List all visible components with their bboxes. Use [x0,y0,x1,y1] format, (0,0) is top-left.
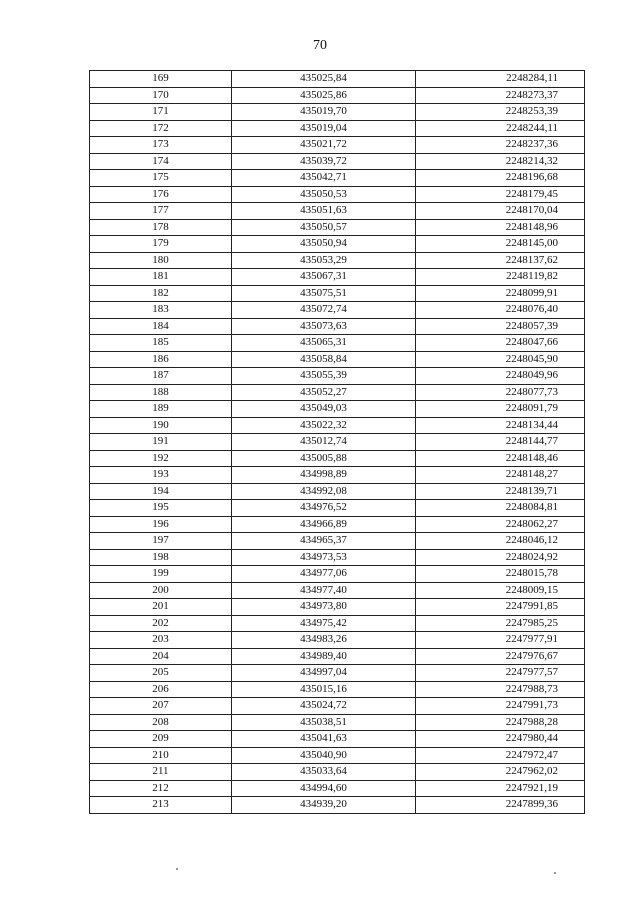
table-row [90,797,585,814]
table-row [90,252,585,269]
y-coordinate-cell: 2248196,68 [416,170,585,187]
y-coordinate-cell: 2248214,32 [416,153,585,170]
point-number-cell: 184 [90,318,232,335]
table-row [90,104,585,121]
point-number-cell: 200 [90,582,232,599]
coordinates-table [89,70,585,814]
table-row [90,599,585,616]
point-number-cell: 194 [90,483,232,500]
x-coordinate-cell: 435055,39 [232,368,416,385]
y-coordinate-cell: 2248148,46 [416,450,585,467]
table-row [90,434,585,451]
point-number-cell: 207 [90,698,232,715]
x-coordinate-cell: 435067,31 [232,269,416,286]
table-row [90,731,585,748]
x-coordinate-cell: 435049,03 [232,401,416,418]
table-row [90,714,585,731]
x-coordinate-cell: 435050,94 [232,236,416,253]
point-number-cell: 193 [90,467,232,484]
y-coordinate-cell: 2248284,11 [416,71,585,88]
y-coordinate-cell: 2247980,44 [416,731,585,748]
x-coordinate-cell: 434977,06 [232,566,416,583]
x-coordinate-cell: 435019,04 [232,120,416,137]
y-coordinate-cell: 2248046,12 [416,533,585,550]
point-number-cell: 171 [90,104,232,121]
x-coordinate-cell: 435051,63 [232,203,416,220]
y-coordinate-cell: 2247977,91 [416,632,585,649]
y-coordinate-cell: 2248084,81 [416,500,585,517]
table-row [90,549,585,566]
point-number-cell: 179 [90,236,232,253]
point-number-cell: 170 [90,87,232,104]
table-row [90,467,585,484]
x-coordinate-cell: 435072,74 [232,302,416,319]
y-coordinate-cell: 2248062,27 [416,516,585,533]
x-coordinate-cell: 434976,52 [232,500,416,517]
point-number-cell: 213 [90,797,232,814]
x-coordinate-cell: 435005,88 [232,450,416,467]
x-coordinate-cell: 434983,26 [232,632,416,649]
x-coordinate-cell: 435025,86 [232,87,416,104]
point-number-cell: 202 [90,615,232,632]
table-row [90,698,585,715]
table-row [90,615,585,632]
point-number-cell: 192 [90,450,232,467]
table-row [90,582,585,599]
y-coordinate-cell: 2247991,85 [416,599,585,616]
table-row [90,335,585,352]
point-number-cell: 187 [90,368,232,385]
x-coordinate-cell: 434939,20 [232,797,416,814]
y-coordinate-cell: 2247962,02 [416,764,585,781]
y-coordinate-cell: 2248145,00 [416,236,585,253]
x-coordinate-cell: 435065,31 [232,335,416,352]
table-row [90,780,585,797]
table-row [90,285,585,302]
x-coordinate-cell: 435073,63 [232,318,416,335]
point-number-cell: 172 [90,120,232,137]
x-coordinate-cell: 435050,57 [232,219,416,236]
y-coordinate-cell: 2248047,66 [416,335,585,352]
table-row [90,120,585,137]
point-number-cell: 173 [90,137,232,154]
y-coordinate-cell: 2247991,73 [416,698,585,715]
point-number-cell: 176 [90,186,232,203]
table-row [90,764,585,781]
table-row [90,137,585,154]
table-row [90,302,585,319]
x-coordinate-cell: 435021,72 [232,137,416,154]
x-coordinate-cell: 434965,37 [232,533,416,550]
point-number-cell: 195 [90,500,232,517]
point-number-cell: 199 [90,566,232,583]
point-number-cell: 205 [90,665,232,682]
x-coordinate-cell: 434973,53 [232,549,416,566]
x-coordinate-cell: 435075,51 [232,285,416,302]
x-coordinate-cell: 435058,84 [232,351,416,368]
table-row [90,533,585,550]
x-coordinate-cell: 434975,42 [232,615,416,632]
y-coordinate-cell: 2248139,71 [416,483,585,500]
table-row [90,153,585,170]
y-coordinate-cell: 2247977,57 [416,665,585,682]
point-number-cell: 191 [90,434,232,451]
x-coordinate-cell: 435040,90 [232,747,416,764]
x-coordinate-cell: 435053,29 [232,252,416,269]
table-row [90,747,585,764]
point-number-cell: 197 [90,533,232,550]
point-number-cell: 177 [90,203,232,220]
point-number-cell: 180 [90,252,232,269]
point-number-cell: 190 [90,417,232,434]
point-number-cell: 175 [90,170,232,187]
x-coordinate-cell: 435022,32 [232,417,416,434]
table-row [90,516,585,533]
y-coordinate-cell: 2248170,04 [416,203,585,220]
y-coordinate-cell: 2248134,44 [416,417,585,434]
table-row [90,401,585,418]
table-row [90,417,585,434]
x-coordinate-cell: 435015,16 [232,681,416,698]
x-coordinate-cell: 435039,72 [232,153,416,170]
x-coordinate-cell: 434989,40 [232,648,416,665]
point-number-cell: 183 [90,302,232,319]
y-coordinate-cell: 2247988,73 [416,681,585,698]
point-number-cell: 189 [90,401,232,418]
x-coordinate-cell: 434977,40 [232,582,416,599]
y-coordinate-cell: 2248253,39 [416,104,585,121]
point-number-cell: 203 [90,632,232,649]
y-coordinate-cell: 2248148,96 [416,219,585,236]
y-coordinate-cell: 2248091,79 [416,401,585,418]
point-number-cell: 210 [90,747,232,764]
table-row [90,269,585,286]
x-coordinate-cell: 434994,60 [232,780,416,797]
y-coordinate-cell: 2248015,78 [416,566,585,583]
y-coordinate-cell: 2248076,40 [416,302,585,319]
x-coordinate-cell: 435041,63 [232,731,416,748]
point-number-cell: 201 [90,599,232,616]
table-row [90,71,585,88]
point-number-cell: 196 [90,516,232,533]
y-coordinate-cell: 2248273,37 [416,87,585,104]
y-coordinate-cell: 2247899,36 [416,797,585,814]
table-row [90,681,585,698]
table-row [90,483,585,500]
table-row [90,203,585,220]
point-number-cell: 208 [90,714,232,731]
table-row [90,648,585,665]
point-number-cell: 178 [90,219,232,236]
table-row [90,219,585,236]
coordinates-table-body [90,71,585,814]
y-coordinate-cell: 2248148,27 [416,467,585,484]
table-row [90,500,585,517]
y-coordinate-cell: 2248244,11 [416,120,585,137]
x-coordinate-cell: 435019,70 [232,104,416,121]
point-number-cell: 185 [90,335,232,352]
point-number-cell: 206 [90,681,232,698]
table-row [90,566,585,583]
point-number-cell: 209 [90,731,232,748]
table-row [90,351,585,368]
table-row [90,318,585,335]
x-coordinate-cell: 434973,80 [232,599,416,616]
point-number-cell: 181 [90,269,232,286]
x-coordinate-cell: 435012,74 [232,434,416,451]
x-coordinate-cell: 435024,72 [232,698,416,715]
table-row [90,236,585,253]
point-number-cell: 212 [90,780,232,797]
point-number-cell: 204 [90,648,232,665]
table-row [90,186,585,203]
y-coordinate-cell: 2248009,15 [416,582,585,599]
y-coordinate-cell: 2248144,77 [416,434,585,451]
x-coordinate-cell: 435052,27 [232,384,416,401]
y-coordinate-cell: 2247921,19 [416,780,585,797]
y-coordinate-cell: 2248237,36 [416,137,585,154]
y-coordinate-cell: 2248049,96 [416,368,585,385]
y-coordinate-cell: 2247976,67 [416,648,585,665]
x-coordinate-cell: 434997,04 [232,665,416,682]
y-coordinate-cell: 2248119,82 [416,269,585,286]
table-row [90,87,585,104]
point-number-cell: 169 [90,71,232,88]
x-coordinate-cell: 434966,89 [232,516,416,533]
x-coordinate-cell: 435042,71 [232,170,416,187]
page-number: 70 [313,38,327,53]
y-coordinate-cell: 2248099,91 [416,285,585,302]
y-coordinate-cell: 2248179,45 [416,186,585,203]
y-coordinate-cell: 2248045,90 [416,351,585,368]
x-coordinate-cell: 435025,84 [232,71,416,88]
y-coordinate-cell: 2247972,47 [416,747,585,764]
point-number-cell: 211 [90,764,232,781]
point-number-cell: 182 [90,285,232,302]
y-coordinate-cell: 2248137,62 [416,252,585,269]
table-row [90,170,585,187]
table-row [90,450,585,467]
point-number-cell: 188 [90,384,232,401]
table-row [90,665,585,682]
x-coordinate-cell: 434992,08 [232,483,416,500]
x-coordinate-cell: 435050,53 [232,186,416,203]
x-coordinate-cell: 434998,89 [232,467,416,484]
table-row [90,384,585,401]
table-row [90,632,585,649]
x-coordinate-cell: 435033,64 [232,764,416,781]
y-coordinate-cell: 2248077,73 [416,384,585,401]
y-coordinate-cell: 2248024,92 [416,549,585,566]
point-number-cell: 198 [90,549,232,566]
point-number-cell: 174 [90,153,232,170]
table-row [90,368,585,385]
y-coordinate-cell: 2247985,25 [416,615,585,632]
y-coordinate-cell: 2248057,39 [416,318,585,335]
point-number-cell: 186 [90,351,232,368]
y-coordinate-cell: 2247988,28 [416,714,585,731]
x-coordinate-cell: 435038,51 [232,714,416,731]
